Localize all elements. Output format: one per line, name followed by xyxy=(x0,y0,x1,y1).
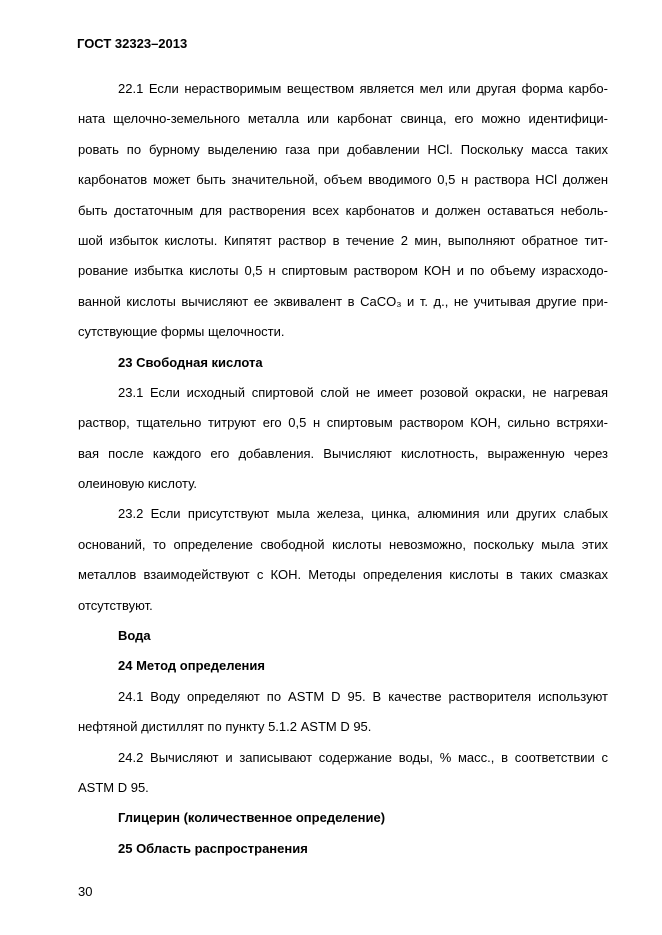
section-heading-glycerin: Глицерин (количественное определение) xyxy=(118,810,386,826)
paragraph-24-1-line: нефтяной дистиллят по пункту 5.1.2 ASTM D 95. xyxy=(78,719,372,735)
paragraph-24-2-line: ASTM D 95. xyxy=(78,779,149,795)
paragraph-24-1-line: 24.1 Воду определяют по ASTM D 95. В качестве растворителя используют xyxy=(118,688,608,704)
document-header: ГОСТ 32323–2013 xyxy=(77,36,188,51)
paragraph-23-1-line: вая после каждого его добавления. Вычисляют кислотность, выраженную через xyxy=(78,445,608,461)
paragraph-22-1-line: рование избытка кислоты 0,5 н спиртовым раствором КОН и по объему израсходо- xyxy=(78,263,608,279)
paragraph-22-1-line: ванной кислоты вычисляют ее эквивалент в CaCO₃ и т. д., не учитывая другие при- xyxy=(78,293,608,309)
paragraph-22-1-line: ровать по бурному выделению газа при добавлении HCl. Поскольку масса таких xyxy=(78,141,608,157)
paragraph-23-2-line: 23.2 Если присутствуют мыла железа, цинка, алюминия или других слабых xyxy=(118,506,608,522)
paragraph-22-1-line: быть достаточным для растворения всех карбонатов и должен оставаться неболь- xyxy=(78,202,608,218)
section-heading-water: Вода xyxy=(118,628,151,644)
paragraph-22-1-line: 22.1 Если нерастворимым веществом является мел или другая форма карбо- xyxy=(118,81,608,96)
section-heading-24: 24 Метод определения xyxy=(118,658,265,674)
paragraph-23-2-line: отсутствуют. xyxy=(78,597,153,613)
paragraph-22-1-line: карбонатов может быть значительной, объем вводимого 0,5 н раствора HCl должен xyxy=(78,172,608,188)
paragraph-23-1-line: олеиновую кислоту. xyxy=(78,476,197,492)
paragraph-23-1-line: 23.1 Если исходный спиртовой слой не имеет розовой окраски, не нагревая xyxy=(118,384,608,400)
page-number: 30 xyxy=(78,884,93,899)
document-body xyxy=(78,74,608,864)
paragraph-23-2-line: оснований, то определение свободной кислоты невозможно, поскольку мыла этих xyxy=(78,536,608,552)
section-heading-23: 23 Свободная кислота xyxy=(118,354,263,370)
paragraph-23-1-line: раствор, тщательно титруют его 0,5 н спиртовым раствором КОН, сильно встряхи- xyxy=(78,415,608,431)
paragraph-22-1-line: шой избыток кислоты. Кипятят раствор в течение 2 мин, выполняют обратное тит- xyxy=(78,232,608,248)
paragraph-23-2-line: металлов взаимодействуют с КОН. Методы определения кислоты в таких смазках xyxy=(78,567,608,583)
paragraph-22-1-line: ната щелочно-земельного металла или карбонат свинца, его можно идентифици- xyxy=(78,111,608,127)
section-heading-25: 25 Область распространения xyxy=(118,840,308,856)
paragraph-24-2-line: 24.2 Вычисляют и записывают содержание воды, % масс., в соответствии с xyxy=(118,749,608,765)
paragraph-22-1-line: сутствующие формы щелочности. xyxy=(78,324,285,340)
